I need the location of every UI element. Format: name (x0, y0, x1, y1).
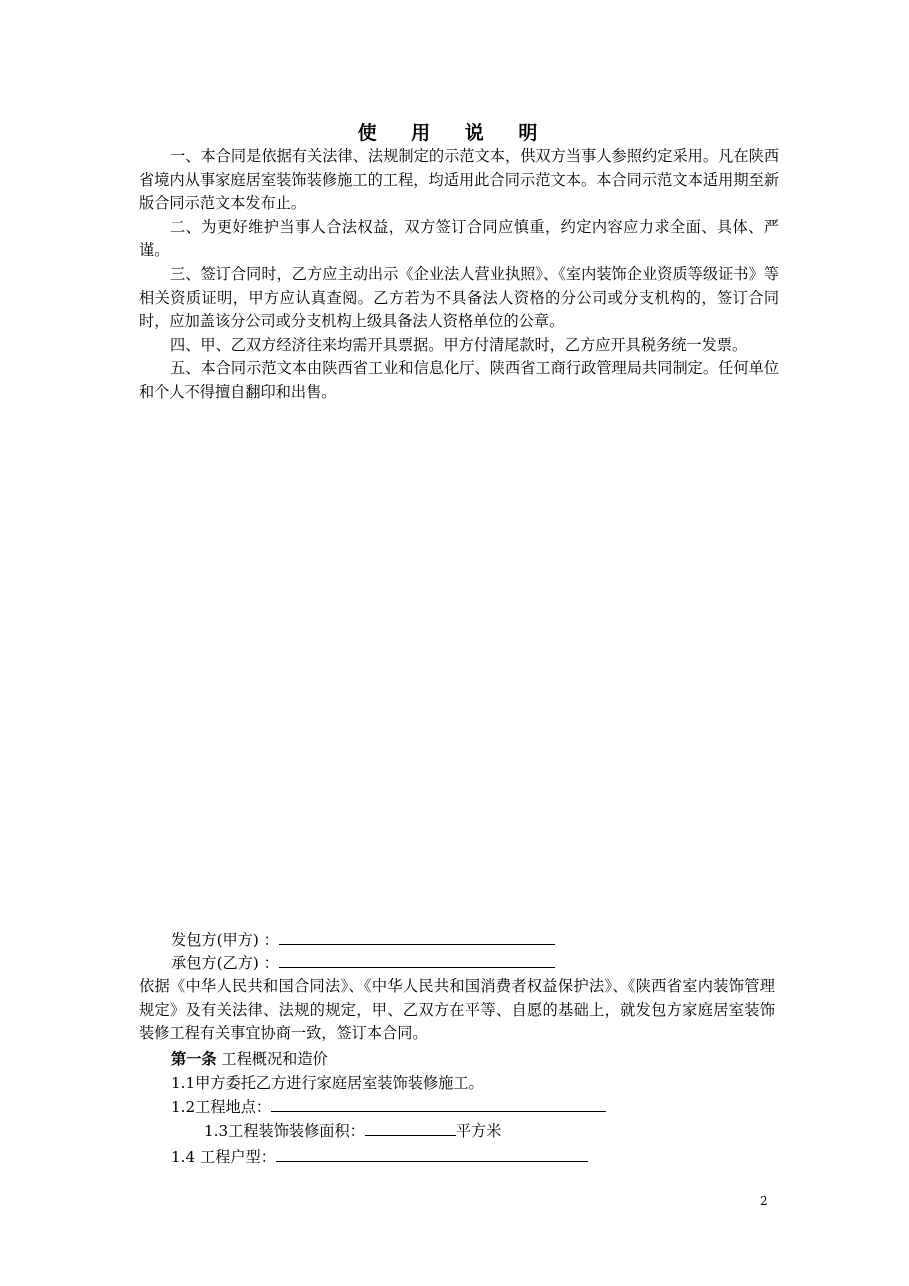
project-location-blank[interactable] (271, 1097, 606, 1112)
article-1-heading: 第一条 (171, 1050, 217, 1068)
item-1-4-label: 1.4 工程户型： (171, 1148, 276, 1166)
instructions-body (139, 145, 779, 405)
area-unit: 平方米 (455, 1122, 502, 1140)
instruction-paragraph-2: 二、为更好维护当事人合法权益，双方签订合同应慎重，约定内容应力求全面、具体、严谨。 (139, 217, 779, 260)
party-b-blank[interactable] (279, 953, 555, 968)
instruction-paragraph-1: 一、本合同是依据有关法律、法规制定的示范文本，供双方当事人参照约定采用。凡在陕西省境内从事家庭居室装饰装修施工的工程，均适用此合同示范文本。本合同示范文本适用期至新版合同示范文本发布止。 (139, 147, 779, 213)
preamble-text: 依据《中华人民共和国合同法》、《中华人民共和国消费者权益保护法》、《陕西省室内装饰管理规定》及有关法律、法规的规定，甲、乙双方在平等、自愿的基础上，就发包方家庭居室装饰装修工程有关事宜协商一致，签订本合同。 (139, 977, 775, 1043)
party-a-line (171, 929, 555, 951)
item-1-1: 1.1甲方委托乙方进行家庭居室装饰装修施工。 (171, 1074, 484, 1092)
article-1-title: 工程概况和造价 (216, 1050, 328, 1068)
party-b-label: 承包方(乙方) ： (171, 954, 279, 972)
item-1-3-label: 1.3工程装饰装修面积： (204, 1122, 365, 1140)
instructions-title: 使 用 说 明 (357, 122, 552, 144)
decoration-area-blank[interactable] (365, 1121, 456, 1136)
page-number: 2 (760, 1194, 768, 1208)
item-1-4-line (171, 1146, 588, 1168)
item-1-2-line (171, 1096, 606, 1118)
article-1-heading-line (171, 1048, 328, 1070)
preamble-block (139, 975, 775, 1046)
party-b-line (171, 952, 555, 974)
item-1-2-label: 1.2工程地点： (171, 1098, 272, 1116)
floor-plan-type-blank[interactable] (276, 1147, 588, 1162)
party-a-blank[interactable] (279, 930, 555, 945)
instruction-paragraph-3: 三、签订合同时，乙方应主动出示《企业法人营业执照》、《室内装饰企业资质等级证书》等相关资质证明，甲方应认真查阅。乙方若为不具备法人资格的分公司或分支机构的，签订合同时，应加盖该分公司或分支机构上级具备法人资格单位的公章。 (139, 264, 779, 331)
item-1-3-line (204, 1120, 501, 1142)
party-a-label: 发包方(甲方) ： (171, 931, 279, 949)
instruction-paragraph-5: 五、本合同示范文本由陕西省工业和信息化厅、陕西省工商行政管理局共同制定。任何单位和个人不得擅自翻印和出售。 (139, 359, 779, 401)
instruction-paragraph-4: 四、甲、乙双方经济往来均需开具票据。甲方付清尾款时，乙方应开具税务统一发票。 (170, 335, 748, 354)
